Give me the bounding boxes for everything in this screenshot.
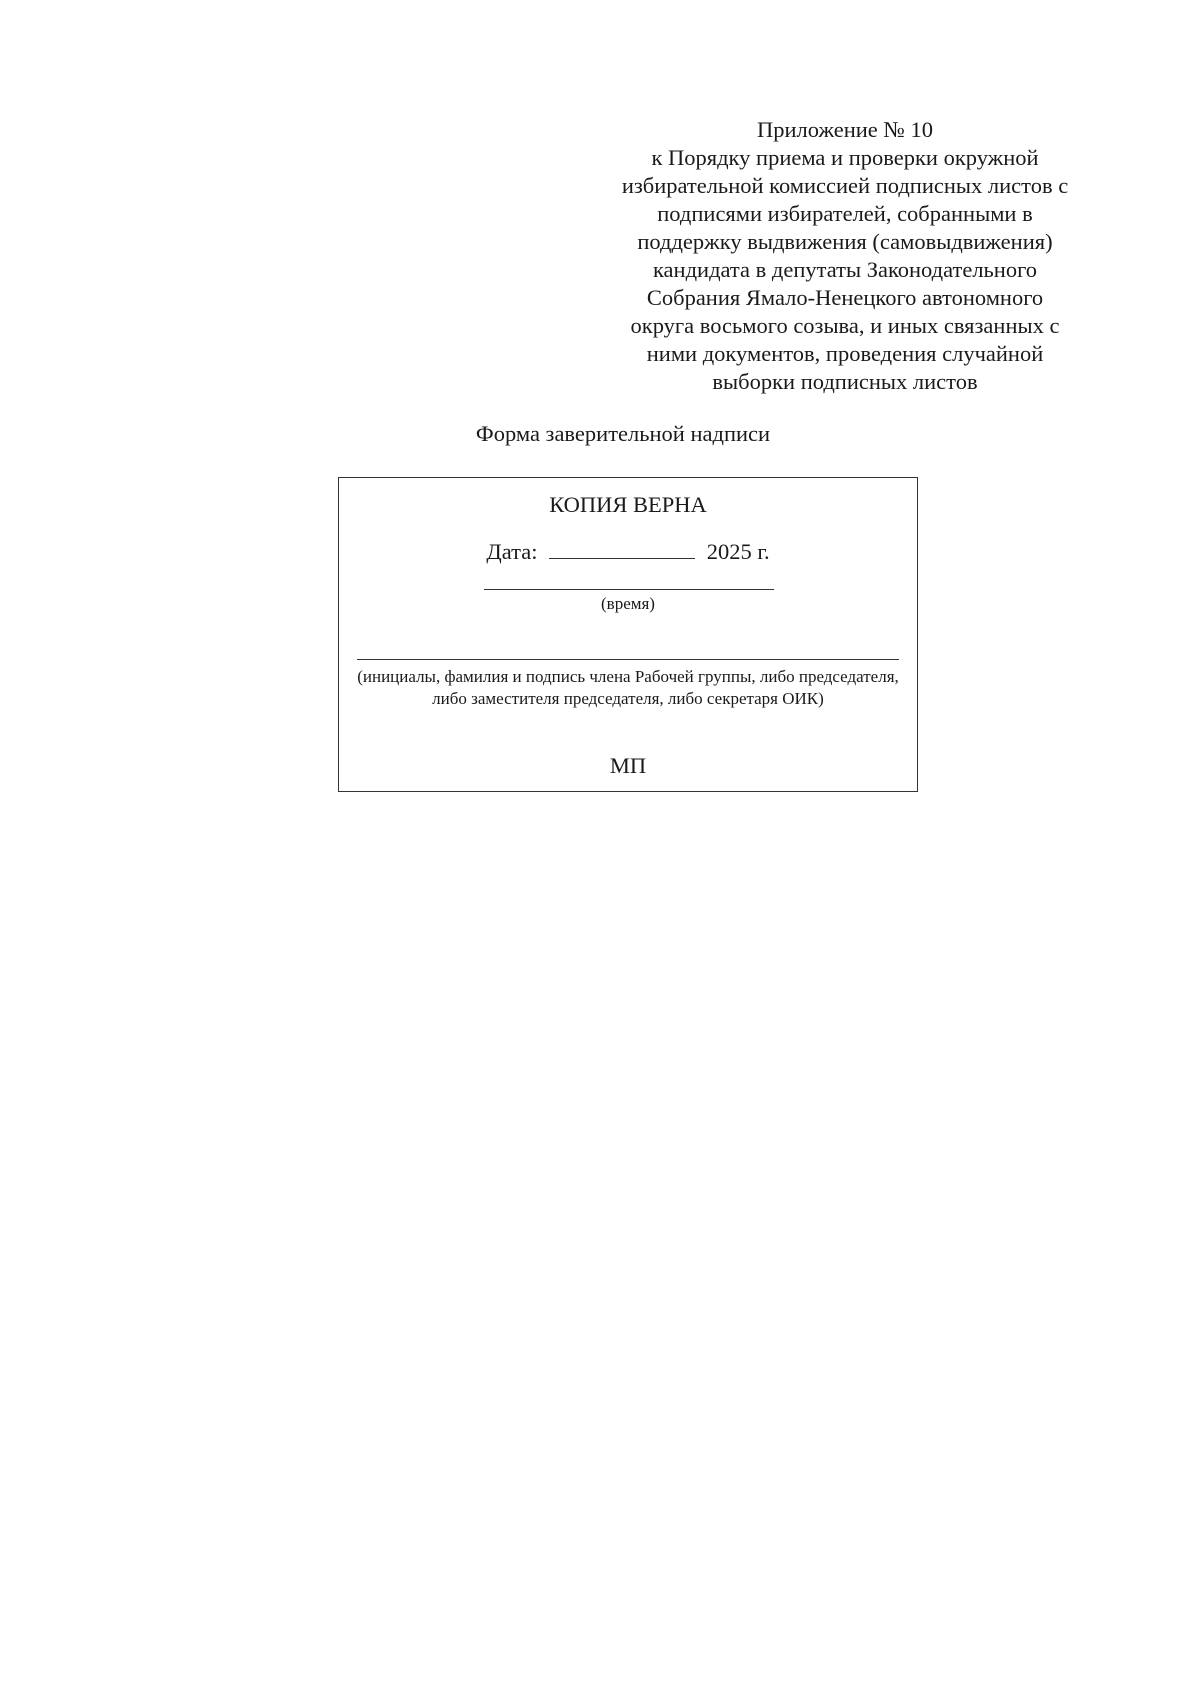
signature-blank-line — [357, 659, 899, 660]
year-label: 2025 г. — [706, 539, 770, 564]
date-blank-line — [549, 538, 695, 559]
certification-stamp-box — [338, 477, 918, 792]
seal-label: МП — [609, 753, 647, 778]
appendix-line: кандидата в депутаты Законодательного — [652, 257, 1038, 282]
date-row — [339, 538, 917, 565]
appendix-line: Собрания Ямало-Ненецкого автономного — [646, 285, 1044, 310]
time-blank-line — [484, 589, 774, 590]
appendix-line: поддержку выдвижения (самовыдвижения) — [637, 229, 1053, 254]
appendix-line: выборки подписных листов — [712, 369, 978, 394]
appendix-header — [600, 116, 1090, 396]
signature-caption: (инициалы, фамилия и подпись члена Рабочей группы, либо председателя, либо заместителя председателя, либо секретаря ОИК) — [357, 667, 899, 708]
time-caption: (время) — [601, 594, 655, 613]
stamp-heading: КОПИЯ ВЕРНА — [549, 492, 707, 517]
appendix-line: избирательной комиссией подписных листов с — [621, 173, 1069, 198]
form-title: Форма заверительной надписи — [475, 421, 771, 446]
appendix-line: округа восьмого созыва, и иных связанных с — [630, 313, 1060, 338]
appendix-line: подписями избирателей, собранными в — [657, 201, 1033, 226]
date-label: Дата: — [486, 539, 538, 564]
appendix-line: Приложение № 10 — [757, 117, 933, 142]
appendix-line: ними документов, проведения случайной — [646, 341, 1044, 366]
appendix-line: к Порядку приема и проверки окружной — [651, 145, 1039, 170]
